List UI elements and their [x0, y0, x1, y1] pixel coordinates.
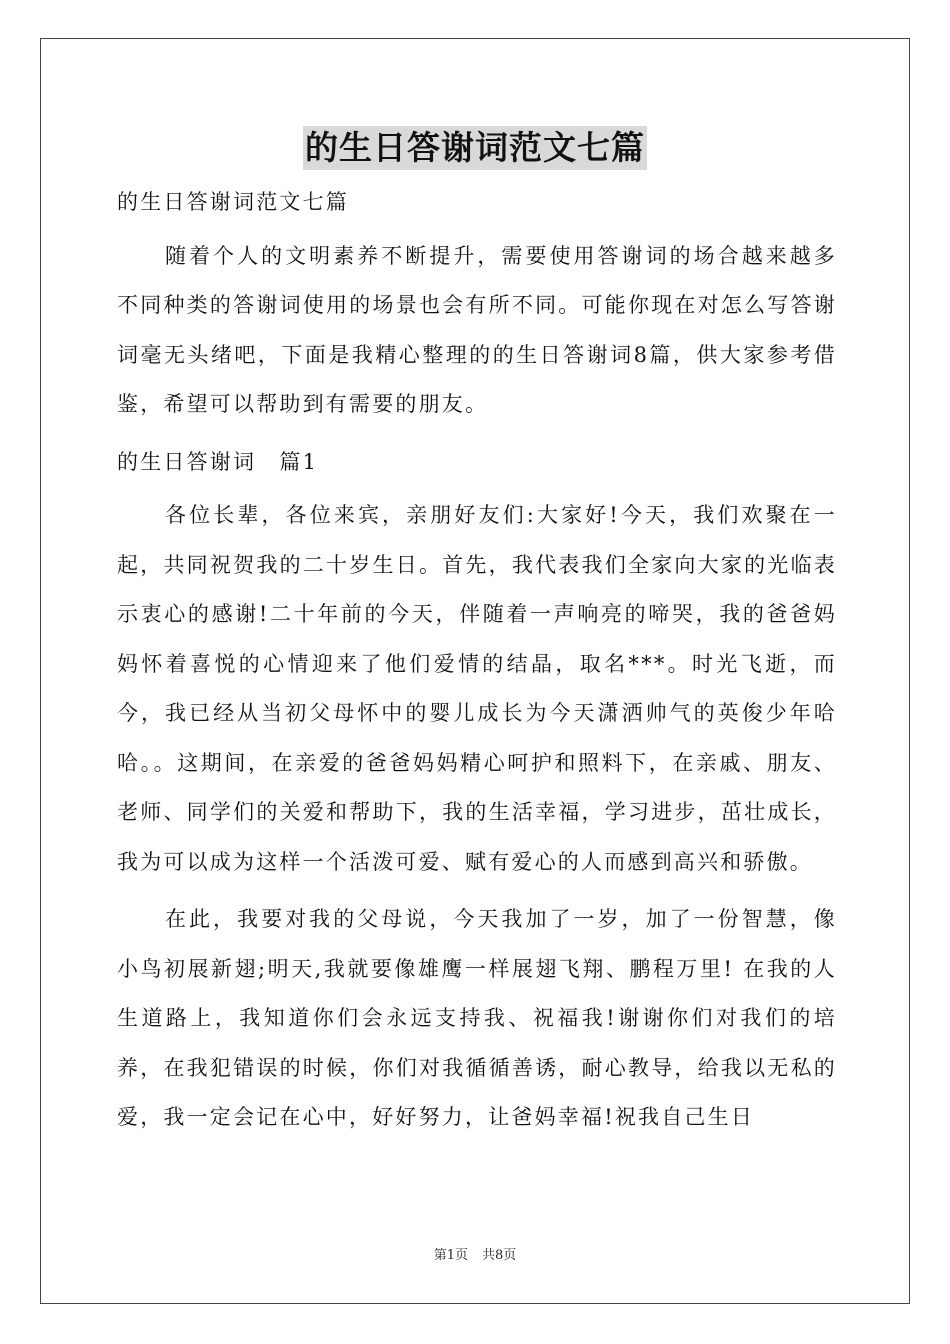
page-number-current: 第1页 — [433, 1248, 468, 1263]
page-number-total: 共8页 — [482, 1248, 517, 1263]
intro-paragraph: 随着个人的文明素养不断提升，需要使用答谢词的场合越来越多不同种类的答谢词使用的场景也会有所不同。可能你现在对怎么写答谢词毫无头绪吧，下面是我精心整理的的生日答谢词8篇，供大家参考借鉴，希望可以帮助到有需要的朋友。 — [117, 243, 837, 416]
document-title: 的生日答谢词范文七篇 — [303, 126, 647, 170]
document-subtitle: 的生日答谢词范文七篇 — [117, 190, 349, 214]
page-footer — [0, 1247, 950, 1265]
body-paragraph-2: 在此，我要对我的父母说，今天我加了一岁，加了一份智慧，像小鸟初展新翅;明天,我就要像雄鹰一样展翅飞翔、鹏程万里! 在我的人生道路上，我知道你们会永远支持我、祝福我!谢谢你们对我们的培养，在我犯错误的时候，你们对我循循善诱，耐心教导，给我以无私的爱，我一定会记在心中，好好努力，让爸妈幸福!祝我自己生日 — [117, 907, 837, 1129]
document-body — [117, 178, 837, 1151]
section-heading: 的生日答谢词 篇1 — [117, 449, 319, 474]
title-container — [0, 126, 950, 170]
body-paragraph-1: 各位长辈，各位来宾，亲朋好友们:大家好!今天，我们欢聚在一起，共同祝贺我的二十岁生日。首先，我代表我们全家向大家的光临表示衷心的感谢!二十年前的今天，伴随着一声响亮的啼哭，我的爸爸妈妈怀着喜悦的心情迎来了他们爱情的结晶，取名***。时光飞逝，而今，我已经从当初父母怀中的婴儿成长为今天潇洒帅气的英俊少年哈哈。。这期间，在亲爱的爸爸妈妈精心呵护和照料下，在亲戚、朋友、老师、同学们的关爱和帮助下，我的生活幸福，学习进步，茁壮成长，我为可以成为这样一个活泼可爱、赋有爱心的人而感到高兴和骄傲。 — [117, 503, 837, 874]
